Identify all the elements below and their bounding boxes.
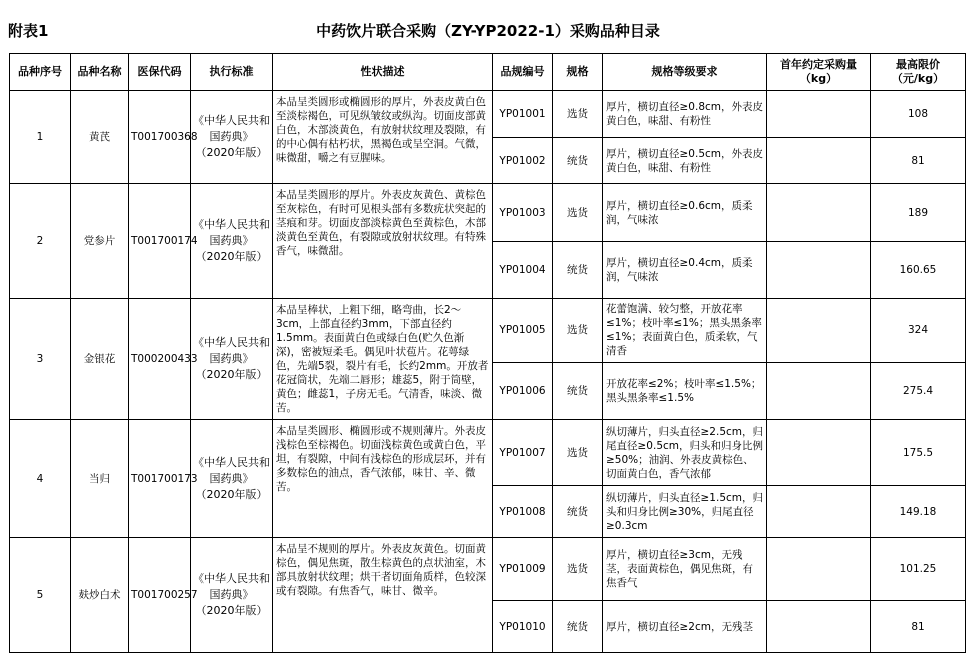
cell-max-price: 81: [871, 601, 966, 653]
header-spec: 规格: [553, 54, 603, 91]
cell-max-price: 275.4: [871, 362, 966, 419]
cell-spec: 选货: [553, 420, 603, 486]
cell-description: 本品呈类圆形或椭圆形的厚片，外表皮黄白色至淡棕褐色，可见纵皱纹或纵沟。切面皮部黄白色，木部淡黄色，有放射状纹理及裂隙，有的中心偶有枯朽状，黑褐色或呈空洞。气微，味微甜，嚼之有豆腥味。: [273, 91, 493, 184]
cell-seq: 4: [10, 420, 71, 538]
cell-grade: 开放花率≤2%；枝叶率≤1.5%；黑头黑条率≤1.5%: [603, 362, 767, 419]
cell-spec-code: YP01001: [493, 91, 553, 138]
cell-spec: 选货: [553, 184, 603, 242]
cell-seq: 2: [10, 184, 71, 299]
cell-grade: 厚片，横切直径≥0.8cm，外表皮黄白色，味甜、有粉性: [603, 91, 767, 138]
cell-seq: 1: [10, 91, 71, 184]
cell-code: T001700257: [129, 538, 191, 653]
cell-spec-code: YP01006: [493, 362, 553, 419]
cell-grade: 厚片，横切直径≥0.5cm，外表皮黄白色，味甜、有粉性: [603, 138, 767, 184]
table-row: [10, 91, 966, 138]
cell-annual-qty: [767, 138, 871, 184]
cell-seq: 3: [10, 299, 71, 420]
cell-spec: 统货: [553, 601, 603, 653]
cell-annual-qty: [767, 538, 871, 601]
cell-max-price: 189: [871, 184, 966, 242]
cell-spec: 统货: [553, 486, 603, 538]
cell-spec: 统货: [553, 242, 603, 299]
cell-max-price: 175.5: [871, 420, 966, 486]
cell-spec: 选货: [553, 91, 603, 138]
cell-standard: 《中华人民共和国药典》（2020年版）: [191, 299, 273, 420]
header-grade: 规格等级要求: [603, 54, 767, 91]
cell-description: 本品呈类圆形的厚片。外表皮灰黄色、黄棕色至灰棕色，有时可见根头部有多数疣状突起的茎痕和芽。切面皮部淡棕黄色至黄棕色，木部淡黄色至黄色，有裂隙或放射状纹理。有特殊香气，味微甜。: [273, 184, 493, 299]
cell-max-price: 101.25: [871, 538, 966, 601]
cell-max-price: 149.18: [871, 486, 966, 538]
cell-spec-code: YP01010: [493, 601, 553, 653]
cell-standard: 《中华人民共和国药典》（2020年版）: [191, 184, 273, 299]
header-description: 性状描述: [273, 54, 493, 91]
cell-standard: 《中华人民共和国药典》（2020年版）: [191, 538, 273, 653]
cell-spec-code: YP01008: [493, 486, 553, 538]
cell-name: 麸炒白术: [71, 538, 129, 653]
cell-grade: 厚片，横切直径≥0.6cm，质柔润，气味浓: [603, 184, 767, 242]
table-row: [10, 538, 966, 601]
header-seq: 品种序号: [10, 54, 71, 91]
cell-name: 当归: [71, 420, 129, 538]
cell-annual-qty: [767, 420, 871, 486]
cell-standard: 《中华人民共和国药典》（2020年版）: [191, 91, 273, 184]
cell-annual-qty: [767, 91, 871, 138]
header-max-price: 最高限价（元/kg）: [871, 54, 966, 91]
cell-spec-code: YP01003: [493, 184, 553, 242]
header-spec-code: 品规编号: [493, 54, 553, 91]
cell-code: T001700174: [129, 184, 191, 299]
cell-annual-qty: [767, 299, 871, 363]
cell-spec: 统货: [553, 362, 603, 419]
cell-code: T001700173: [129, 420, 191, 538]
cell-spec-code: YP01009: [493, 538, 553, 601]
table-row: [10, 184, 966, 242]
cell-annual-qty: [767, 486, 871, 538]
cell-name: 金银花: [71, 299, 129, 420]
cell-grade: 纵切薄片，归头直径≥2.5cm，归尾直径≥0.5cm，归头和归身比例≥50%；油润、外表皮黄棕色、切面黄白色，香气浓郁: [603, 420, 767, 486]
cell-spec-code: YP01002: [493, 138, 553, 184]
cell-name: 黄芪: [71, 91, 129, 184]
cell-description: 本品呈类圆形、椭圆形或不规则薄片。外表皮浅棕色至棕褐色。切面浅棕黄色或黄白色，平坦，有裂隙，中间有浅棕色的形成层环，并有多数棕色的油点，香气浓郁，味甘、辛、微苦。: [273, 420, 493, 538]
cell-spec: 统货: [553, 138, 603, 184]
cell-spec: 选货: [553, 299, 603, 363]
header-name: 品种名称: [71, 54, 129, 91]
table-row: [10, 420, 966, 486]
table-row: [10, 299, 966, 363]
cell-standard: 《中华人民共和国药典》（2020年版）: [191, 420, 273, 538]
header-annual-qty: 首年约定采购量（kg）: [767, 54, 871, 91]
cell-spec-code: YP01004: [493, 242, 553, 299]
cell-annual-qty: [767, 184, 871, 242]
header-code: 医保代码: [129, 54, 191, 91]
cell-grade: 厚片，横切直径≥2cm，无残茎: [603, 601, 767, 653]
cell-spec: 选货: [553, 538, 603, 601]
cell-spec-code: YP01005: [493, 299, 553, 363]
cell-max-price: 108: [871, 91, 966, 138]
cell-annual-qty: [767, 601, 871, 653]
cell-code: T001700368: [129, 91, 191, 184]
cell-annual-qty: [767, 362, 871, 419]
cell-grade: 厚片，横切直径≥3cm，无残茎，表面黄棕色，偶见焦斑，有焦香气: [603, 538, 767, 601]
cell-description: 本品呈棒状，上粗下细，略弯曲，长2～3cm，上部直径约3mm，下部直径约1.5mm。表面黄白色或绿白色(贮久色渐深)，密被短柔毛。偶见叶状苞片。花萼绿色，先端5裂，裂片有毛，长约2mm。开放者花冠筒状，先端二唇形；雄蕊5，附于筒壁，黄色；雌蕊1，子房无毛。气清香，味淡、微苦。: [273, 299, 493, 420]
page-title: 中药饮片联合采购（ZY-YP2022-1）采购品种目录: [316, 22, 660, 40]
cell-max-price: 160.65: [871, 242, 966, 299]
cell-spec-code: YP01007: [493, 420, 553, 486]
cell-max-price: 324: [871, 299, 966, 363]
cell-grade: 厚片，横切直径≥0.4cm，质柔润，气味浓: [603, 242, 767, 299]
cell-description: 本品呈不规则的厚片。外表皮灰黄色。切面黄棕色，偶见焦斑，散生棕黄色的点状油室，木部具放射状纹理；烘干者切面角质样，色较深或有裂隙。有焦香气，味甘、微辛。: [273, 538, 493, 653]
header-row: [10, 54, 966, 91]
cell-seq: 5: [10, 538, 71, 653]
cell-annual-qty: [767, 242, 871, 299]
cell-grade: 纵切薄片，归头直径≥1.5cm，归头和归身比例≥30%，归尾直径≥0.3cm: [603, 486, 767, 538]
cell-max-price: 81: [871, 138, 966, 184]
cell-name: 党参片: [71, 184, 129, 299]
header-standard: 执行标准: [191, 54, 273, 91]
cell-grade: 花蕾饱满、较匀整，开放花率≤1%；枝叶率≤1%；黑头黑条率≤1%；表面黄白色，质柔软，气清香: [603, 299, 767, 363]
annex-label: 附表1: [8, 22, 49, 40]
procurement-table: [9, 53, 966, 653]
cell-code: T000200433: [129, 299, 191, 420]
